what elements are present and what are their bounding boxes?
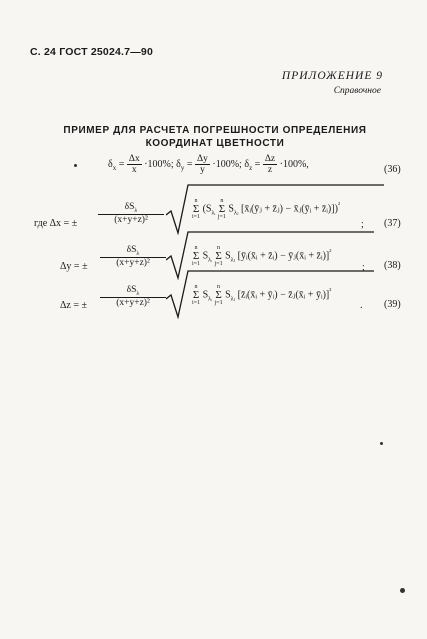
- paren-close: ): [334, 203, 338, 215]
- equals-sign-y: =: [186, 158, 193, 170]
- equation-37-fraction: $\delta S_\lambda$ (x+y+z)²: [98, 202, 164, 225]
- sum-over-i: n Σ i=1: [192, 245, 201, 267]
- equation-39-separator: .: [360, 300, 363, 311]
- equation-38-fraction: $\delta S_\lambda$ (x+y+z)²: [100, 245, 166, 268]
- page-header: С. 24 ГОСТ 25024.7—90: [30, 46, 153, 58]
- equation-number-37: (37): [384, 218, 401, 229]
- scan-dot: [400, 588, 405, 593]
- s-lambda-j: S: [225, 289, 231, 301]
- s-lambda-j: S: [225, 250, 231, 262]
- paren-open: (: [202, 203, 206, 215]
- section-heading-line-1: ПРИМЕР ДЛЯ РАСЧЕТА ПОГРЕШНОСТИ ОПРЕДЕЛЕНИЯ: [63, 125, 367, 136]
- equation-38-sums: n Σ i=1 $S_{\lambda ᵢ}$ n Σ j=1 $S_{\lambda ⱼ}$ [ȳᵢ(x̄ᵢ + z̄ᵢ) − ȳⱼ(x̄ᵢ + z̄ᵢ)]$^{^2}$: [192, 245, 332, 267]
- delta-y-symbol: $\delta_y$: [176, 158, 185, 172]
- s-lambda-i: S: [205, 203, 212, 215]
- equation-38-lead: Δy = ±: [60, 261, 88, 272]
- appendix-subtitle: Справочное: [333, 86, 381, 96]
- percent-y: ·100%;: [212, 158, 242, 170]
- percent-x: ·100%;: [144, 158, 174, 170]
- equation-number-36: (36): [384, 164, 401, 175]
- equation-37-sums: n Σ i=1 ($S_{\lambda ᵢ}$ n Σ j=1 $S_{\lambda ⱼ}$ [x̄ᵢ(ȳⱼ + z̄ⱼ) − x̄ⱼ(ȳᵢ + z̄ᵢ)])$^{^2}$: [192, 198, 341, 220]
- equation-39-fraction: $\delta S_\lambda$ (x+y+z)²: [100, 285, 166, 308]
- equals-sign-z: =: [254, 158, 261, 170]
- sum-over-j: n Σ j=1: [217, 198, 226, 220]
- percent-z: ·100%,: [279, 158, 309, 170]
- equation-38-body: [ȳᵢ(x̄ᵢ + z̄ᵢ) − ȳⱼ(x̄ᵢ + z̄ᵢ)]: [237, 250, 330, 262]
- scan-dot: [380, 442, 383, 445]
- scan-dot: [74, 164, 77, 167]
- delta-x-symbol: $\delta_x$: [108, 158, 117, 172]
- section-heading-line-2: КООРДИНАТ ЦВЕТНОСТИ: [145, 138, 285, 149]
- equation-36: [108, 154, 309, 175]
- sum-over-j: n Σ j=1: [214, 245, 223, 267]
- equation-37-separator: ;: [361, 219, 364, 230]
- fraction-dy-over-y: $\frac{\Delta y}{y}$: [197, 154, 208, 175]
- equation-37-body: [x̄ᵢ(ȳⱼ + z̄ⱼ) − x̄ⱼ(ȳᵢ + z̄ᵢ)]: [240, 203, 335, 215]
- fraction-dz-over-z: $\frac{\Delta z}{z}$: [264, 154, 276, 175]
- s-lambda-i: S: [202, 250, 209, 262]
- s-lambda-i: S: [202, 289, 209, 301]
- equation-39-lead: Δz = ±: [60, 300, 87, 311]
- equation-39-body: [z̄ᵢ(x̄ᵢ + ȳᵢ) − z̄ⱼ(x̄ᵢ + ȳᵢ)]: [237, 289, 330, 301]
- equation-number-39: (39): [384, 299, 401, 310]
- appendix-title: ПРИЛОЖЕНИЕ 9: [281, 70, 383, 82]
- delta-z-symbol: $\delta_z$: [244, 158, 253, 172]
- s-lambda-j: S: [228, 203, 234, 215]
- equation-39-sums: n Σ i=1 $S_{\lambda ᵢ}$ n Σ j=1 $S_{\lambda ⱼ}$ [z̄ᵢ(x̄ᵢ + ȳᵢ) − z̄ⱼ(x̄ᵢ + ȳᵢ)]$^{^2}$: [192, 284, 332, 306]
- equation-37-lead: где Δx = ±: [34, 218, 78, 229]
- equation-38-separator: ;: [362, 262, 365, 273]
- fraction-dx-over-x: $\frac{\Delta x}{x}$: [128, 154, 140, 175]
- sum-over-i: n Σ i=1: [192, 198, 201, 220]
- equals-sign: =: [118, 158, 125, 170]
- sum-over-i: n Σ i=1: [192, 284, 201, 306]
- equation-number-38: (38): [384, 260, 401, 271]
- sum-over-j: n Σ j=1: [214, 284, 223, 306]
